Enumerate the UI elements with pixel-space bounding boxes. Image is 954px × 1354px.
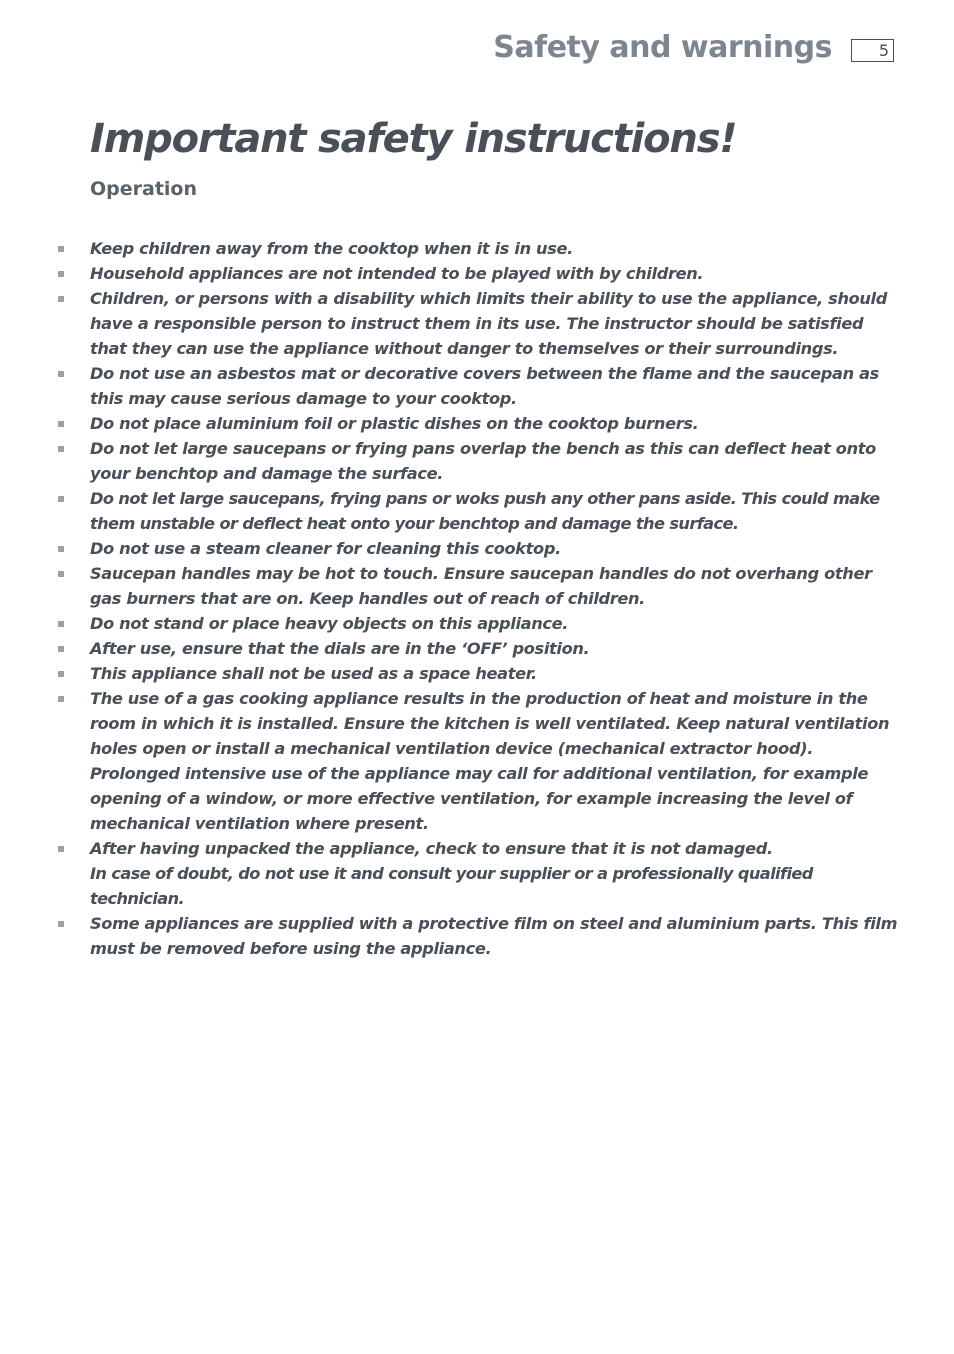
bullet-square-icon (58, 496, 64, 502)
list-item-text: Household appliances are not intended to be played with by children. (90, 264, 704, 283)
list-item-text: Keep children away from the cooktop when it is in use. (90, 239, 573, 258)
list-item-text: Do not use a steam cleaner for cleaning this cooktop. (90, 539, 561, 558)
list-item (0, 536, 954, 561)
list-item-text: Do not let large saucepans or frying pans overlap the bench as this can deflect heat onto your benchtop and damage the surface. (90, 439, 876, 483)
list-item-text: This appliance shall not be used as a space heater. (90, 664, 537, 683)
list-item (0, 236, 954, 261)
list-item-text: Do not place aluminium foil or plastic dishes on the cooktop burners. (90, 414, 699, 433)
list-item (0, 286, 954, 361)
list-item (0, 836, 954, 911)
list-item-text: After having unpacked the appliance, check to ensure that it is not damaged. (90, 839, 773, 858)
page-number: 5 (851, 39, 894, 62)
bullet-square-icon (58, 671, 64, 677)
list-item (0, 686, 954, 836)
list-item-continuation: Prolonged intensive use of the appliance may call for additional ventilation, for example opening of a window, or more effective ventilation, for example increasing the level of mechanical ventilation where present. (90, 764, 869, 833)
list-item (0, 636, 954, 661)
bullet-square-icon (58, 296, 64, 302)
bullet-square-icon (58, 271, 64, 277)
bullet-square-icon (58, 546, 64, 552)
list-item-continuation: In case of doubt, do not use it and consult your supplier or a professionally qualified technician. (90, 864, 813, 908)
list-item-text: Children, or persons with a disability which limits their ability to use the appliance, should have a responsible person to instruct them in its use. The instructor should be satisfied that they can use the appliance without danger to themselves or their surroundings. (90, 289, 887, 358)
list-item (0, 436, 954, 486)
bullet-square-icon (58, 846, 64, 852)
list-item (0, 361, 954, 411)
list-item-text: Do not use an asbestos mat or decorative covers between the flame and the saucepan as this may cause serious damage to your cooktop. (90, 364, 879, 408)
bullet-square-icon (58, 921, 64, 927)
bullet-square-icon (58, 696, 64, 702)
list-item (0, 261, 954, 286)
list-item (0, 486, 954, 536)
list-item (0, 561, 954, 611)
section-title: Safety and warnings (493, 30, 832, 65)
bullet-square-icon (58, 421, 64, 427)
list-item-text: Some appliances are supplied with a protective film on steel and aluminium parts. This film must be removed before using the appliance. (90, 914, 898, 958)
list-item-text: Do not let large saucepans, frying pans or woks push any other pans aside. This could make them unstable or deflect heat onto your benchtop and damage the surface. (90, 489, 880, 533)
bullet-square-icon (58, 646, 64, 652)
list-item (0, 911, 954, 961)
list-item-text: The use of a gas cooking appliance results in the production of heat and moisture in the room in which it is installed. Ensure the kitchen is well ventilated. Keep natural ventilation holes open or install a mechanical ventilation device (mechanical extractor hood). (90, 689, 890, 758)
list-item (0, 411, 954, 436)
bullet-square-icon (58, 446, 64, 452)
bullet-square-icon (58, 246, 64, 252)
list-item-text: Do not stand or place heavy objects on this appliance. (90, 614, 569, 633)
list-item-text: Saucepan handles may be hot to touch. Ensure saucepan handles do not overhang other gas burners that are on. Keep handles out of reach of children. (90, 564, 872, 608)
bullet-square-icon (58, 621, 64, 627)
bullet-square-icon (58, 571, 64, 577)
list-item-text: After use, ensure that the dials are in the ‘OFF’ position. (90, 639, 590, 658)
page-title: Important safety instructions! (90, 116, 737, 162)
safety-instructions-list (0, 236, 954, 961)
bullet-square-icon (58, 371, 64, 377)
list-item (0, 661, 954, 686)
section-heading: Operation (90, 178, 198, 200)
list-item (0, 611, 954, 636)
